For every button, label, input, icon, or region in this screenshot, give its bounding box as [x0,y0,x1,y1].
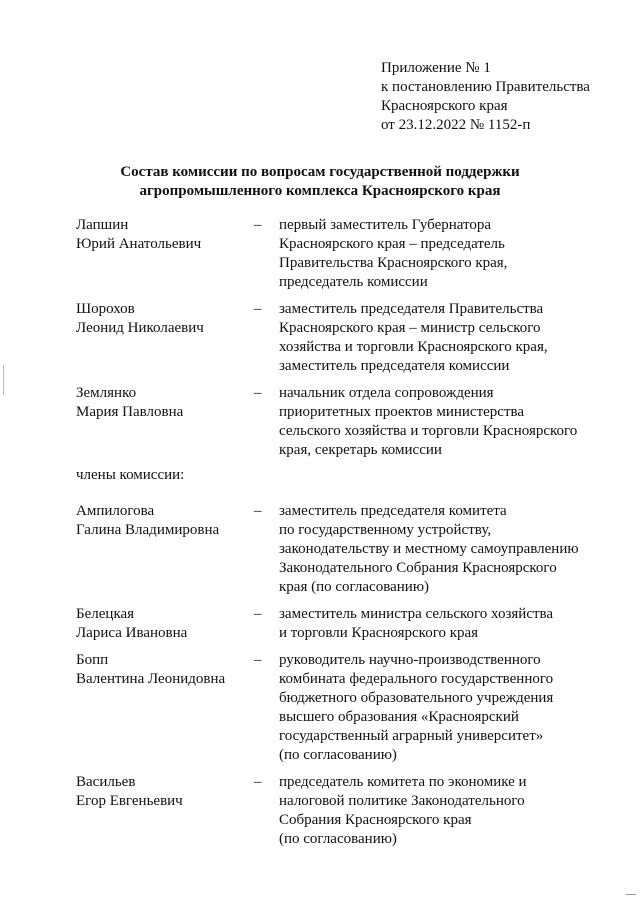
surname: Бопп [76,652,109,668]
role-line: руководитель научно-производственного [279,652,541,668]
role-line: председатель комитета по экономике и [279,774,527,790]
role-line: по государственному устройству, [279,522,492,538]
surname: Ампилогова [76,503,155,519]
surname: Васильев [76,774,136,790]
role-line: председатель комиссии [279,274,428,290]
surname: Лапшин [76,217,129,233]
title-line: Состав комиссии по вопросам государственной поддержки [120,164,520,180]
role-line: заместитель председателя комитета [279,503,507,519]
role-line: Собрания Красноярского края [279,812,472,828]
person-name [76,605,254,643]
commission-entry [76,651,596,765]
commission-entry [76,502,596,597]
scan-edge-mark [3,365,4,395]
separator-dash: – [254,217,262,233]
role-line: и торговли Красноярского края [279,625,479,641]
document-title [0,163,640,201]
commission-entry [76,384,596,460]
role-line: заместитель председателя комиссии [279,358,510,374]
given-names: Леонид Николаевич [76,320,204,336]
role-line: бюджетного образовательного учреждения [279,690,554,706]
appendix-line: Красноярского края [381,98,508,114]
person-name [76,300,254,338]
person-role [279,216,596,292]
given-names: Юрий Анатольевич [76,236,202,252]
person-role [279,384,596,460]
separator-dash: – [254,652,262,668]
person-name [76,216,254,254]
given-names: Егор Евгеньевич [76,793,183,809]
members-heading: члены комиссии: [76,467,185,483]
role-line: края (по согласованию) [279,579,430,595]
person-role [279,773,596,849]
surname: Шорохов [76,301,135,317]
separator-dash: – [254,606,262,622]
commission-entry [76,605,596,643]
appendix-line: от 23.12.2022 № 1152-п [381,117,531,133]
person-role [279,605,596,643]
commission-list [76,216,596,849]
role-line: хозяйства и торговли Красноярского края, [279,339,548,355]
commission-entry [76,773,596,849]
person-role [279,651,596,765]
separator-dash: – [254,301,262,317]
role-line: налоговой политике Законодательного [279,793,525,809]
surname: Землянко [76,385,137,401]
commission-entry [76,216,596,292]
separator-dash: – [254,774,262,790]
title-line: агропромышленного комплекса Красноярского края [139,183,501,199]
role-line: Правительства Красноярского края, [279,255,508,271]
person-name [76,773,254,811]
role-line: государственный аграрный университет» [279,728,544,744]
role-line: комбината федерального государственного [279,671,554,687]
given-names: Галина Владимировна [76,522,220,538]
person-name [76,384,254,422]
role-line: первый заместитель Губернатора [279,217,492,233]
given-names: Валентина Леонидовна [76,671,226,687]
appendix-header [381,59,590,135]
surname: Белецкая [76,606,135,622]
commission-entry [76,300,596,376]
role-line: начальник отдела сопровождения [279,385,494,401]
role-line: края, секретарь комиссии [279,442,442,458]
role-line: приоритетных проектов министерства [279,404,525,420]
separator-dash: – [254,385,262,401]
scan-corner-mark [626,894,636,901]
person-name [76,502,254,540]
role-line: заместитель председателя Правительства [279,301,544,317]
appendix-line: Приложение № 1 [381,60,491,76]
role-line: Красноярского края – министр сельского [279,320,541,336]
role-line: законодательству и местному самоуправлению [279,541,579,557]
role-line: заместитель министра сельского хозяйства [279,606,554,622]
person-name [76,651,254,689]
role-line: сельского хозяйства и торговли Красноярского [279,423,578,439]
role-line: (по согласованию) [279,747,397,763]
role-line: (по согласованию) [279,831,397,847]
separator-dash: – [254,503,262,519]
person-role [279,300,596,376]
given-names: Лариса Ивановна [76,625,188,641]
role-line: Законодательного Собрания Красноярского [279,560,557,576]
appendix-line: к постановлению Правительства [381,79,590,95]
role-line: Красноярского края – председатель [279,236,505,252]
role-line: высшего образования «Красноярский [279,709,519,725]
person-role [279,502,596,597]
given-names: Мария Павловна [76,404,184,420]
